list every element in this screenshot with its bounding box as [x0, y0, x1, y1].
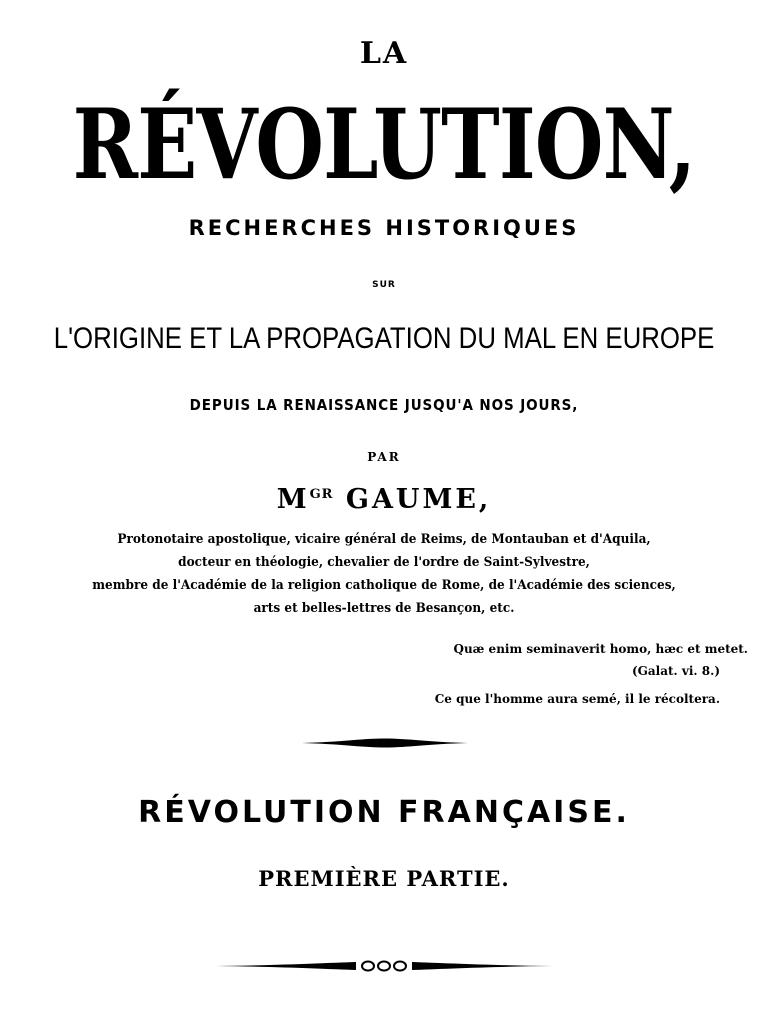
epigraph-translation: Ce que l'homme aura semé, il le récoltera. — [434, 692, 720, 706]
section-title: RÉVOLUTION FRANÇAISE. — [138, 795, 630, 830]
epigraph-reference: (Galat. vi. 8.) — [631, 664, 720, 678]
subtitle: RECHERCHES HISTORIQUES — [188, 216, 580, 240]
credential-line: docteur en théologie, chevalier de l'ordre de Saint-Sylvestre, — [178, 555, 590, 570]
credential-line: membre de l'Académie de la religion catholique de Rome, de l'Académie des sciences, — [92, 578, 676, 593]
author-honorific: GR — [309, 487, 334, 502]
author-surname: GAUME, — [345, 484, 492, 515]
author-credentials — [0, 528, 768, 620]
ornamental-rule-lower — [216, 956, 552, 976]
main-title: RÉVOLUTION, — [72, 88, 696, 201]
epigraph-latin: Quæ enim seminaverit homo, hæc et metet. — [453, 642, 748, 656]
connector-word: SUR — [372, 280, 396, 290]
author-prefix: M — [276, 484, 310, 515]
period-line: DEPUIS LA RENAISSANCE JUSQU'A NOS JOURS, — [189, 396, 579, 414]
ornamental-rule-upper — [302, 737, 468, 749]
epigraph — [408, 638, 748, 710]
pre-title: LA — [359, 36, 409, 71]
credential-line: arts et belles-lettres de Besançon, etc. — [253, 601, 515, 616]
by-line: PAR — [367, 450, 401, 464]
author-name — [0, 484, 768, 515]
credential-line: Protonotaire apostolique, vicaire général de Reims, de Montauban et d'Aquila, — [117, 532, 651, 547]
subject-line: L'ORIGINE ET LA PROPAGATION DU MAL EN EUROPE — [53, 322, 715, 355]
part-title: PREMIÈRE PARTIE. — [258, 866, 510, 891]
